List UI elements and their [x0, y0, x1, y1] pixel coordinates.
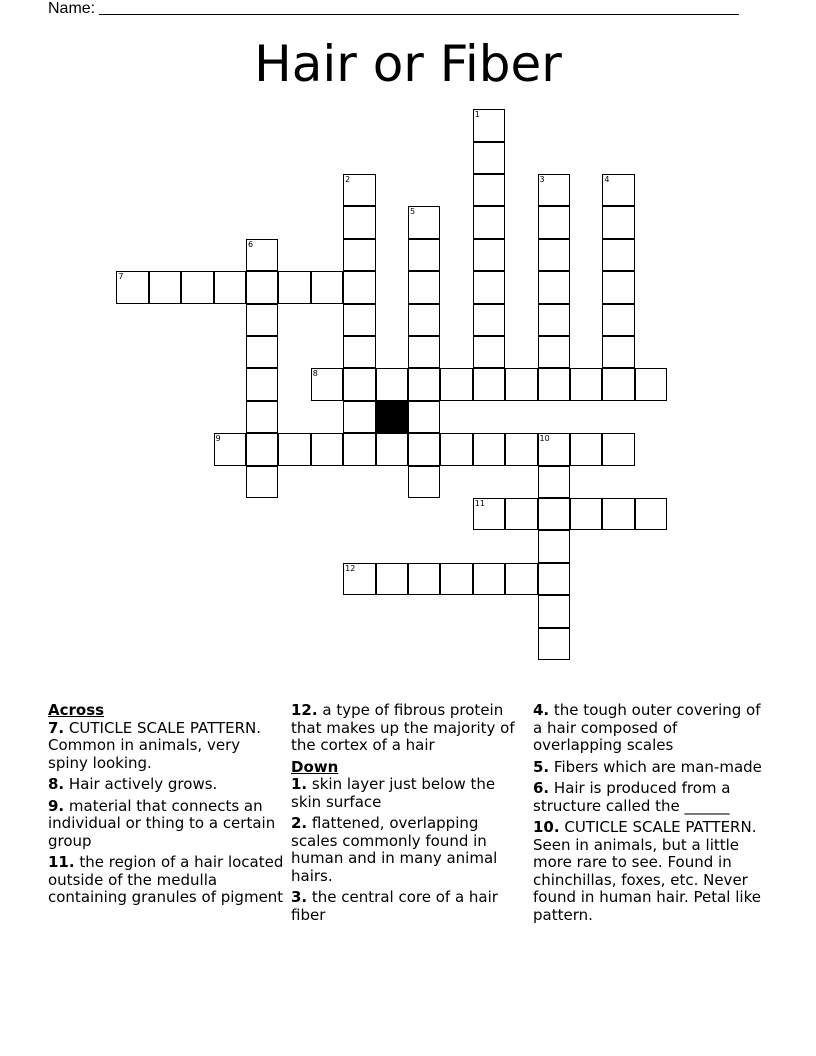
down-clue-5: [533, 759, 769, 777]
answer-cell[interactable]: [602, 271, 634, 303]
cell-number: 12: [345, 563, 356, 573]
answer-cell[interactable]: [473, 206, 505, 238]
answer-cell[interactable]: [408, 368, 440, 400]
down-clue-10: [533, 819, 769, 924]
across-clue-11: [48, 854, 284, 907]
down-clue-2: [291, 815, 527, 885]
clue-number: 10.: [533, 818, 560, 836]
answer-cell[interactable]: [538, 595, 570, 627]
answer-cell[interactable]: [376, 433, 408, 465]
answer-cell[interactable]: [408, 304, 440, 336]
answer-cell[interactable]: [538, 174, 570, 206]
answer-cell[interactable]: [343, 368, 375, 400]
clue-text: flattened, overlapping scales commonly found in human and in many animal hairs.: [291, 814, 498, 885]
answer-cell[interactable]: [408, 336, 440, 368]
answer-cell[interactable]: [538, 304, 570, 336]
answer-cell[interactable]: [246, 271, 278, 303]
clue-text: the tough outer covering of a hair composed of overlapping scales: [533, 701, 761, 754]
answer-cell[interactable]: [408, 433, 440, 465]
answer-cell[interactable]: [538, 530, 570, 562]
answer-cell[interactable]: [343, 206, 375, 238]
answer-cell[interactable]: [278, 271, 310, 303]
answer-cell[interactable]: [149, 271, 181, 303]
answer-cell[interactable]: [343, 271, 375, 303]
answer-cell[interactable]: [473, 433, 505, 465]
answer-cell[interactable]: [214, 433, 246, 465]
answer-cell[interactable]: [408, 401, 440, 433]
answer-cell[interactable]: [602, 206, 634, 238]
cell-number: 10: [539, 434, 550, 444]
clue-text: CUTICLE SCALE PATTERN. Seen in animals, but a little more rare to see. Found in chinchillas, foxes, etc. Never found in human hair. Petal like pattern.: [533, 818, 761, 924]
cell-number: 1: [474, 110, 480, 120]
answer-cell[interactable]: [602, 336, 634, 368]
cell-number: 4: [604, 175, 610, 185]
down-heading: Down: [291, 757, 339, 776]
answer-cell[interactable]: [538, 336, 570, 368]
clue-text: material that connects an individual or thing to a certain group: [48, 796, 276, 850]
answer-cell[interactable]: [408, 563, 440, 595]
answer-cell[interactable]: [635, 368, 667, 400]
clue-text: a type of fibrous protein that makes up the majority of the cortex of a hair: [291, 701, 515, 754]
answer-cell[interactable]: [473, 239, 505, 271]
answer-cell[interactable]: [505, 498, 537, 530]
clue-number: 5.: [533, 757, 550, 776]
cell-number: 5: [409, 207, 416, 217]
answer-cell[interactable]: [311, 271, 343, 303]
answer-cell[interactable]: [538, 433, 570, 465]
answer-cell[interactable]: [473, 109, 505, 141]
across-heading: Across: [48, 701, 105, 719]
answer-cell[interactable]: [473, 336, 505, 368]
cell-number: 2: [345, 175, 351, 185]
answer-cell[interactable]: [505, 433, 537, 465]
answer-cell[interactable]: [473, 174, 505, 206]
answer-cell[interactable]: [635, 498, 667, 530]
answer-cell[interactable]: [570, 433, 602, 465]
answer-cell[interactable]: [505, 368, 537, 400]
answer-cell[interactable]: [246, 466, 278, 498]
cell-number: 8: [312, 369, 318, 379]
answer-cell[interactable]: [246, 433, 278, 465]
answer-cell[interactable]: [538, 498, 570, 530]
across-clue-9: [48, 798, 284, 851]
answer-cell[interactable]: [343, 563, 375, 595]
answer-cell[interactable]: [473, 368, 505, 400]
answer-cell[interactable]: [473, 563, 505, 595]
clue-number: 1.: [291, 775, 308, 793]
cell-number: 3: [539, 175, 545, 185]
black-square: [376, 401, 408, 433]
answer-cell[interactable]: [570, 498, 602, 530]
answer-cell[interactable]: [343, 239, 375, 271]
across-clue-12: [291, 702, 527, 755]
clue-text: the region of a hair located outside of the medulla containing granules of pigment: [48, 853, 284, 906]
answer-cell[interactable]: [343, 336, 375, 368]
clue-text: Hair actively grows.: [68, 775, 218, 793]
clue-column-2: [291, 702, 527, 928]
answer-cell[interactable]: [246, 336, 278, 368]
answer-cell[interactable]: [311, 433, 343, 465]
clue-number: 9.: [48, 796, 65, 815]
answer-cell[interactable]: [602, 433, 634, 465]
answer-cell[interactable]: [473, 142, 505, 174]
clue-column-3: [533, 702, 769, 928]
answer-cell[interactable]: [538, 563, 570, 595]
cell-number: 11: [474, 499, 485, 509]
clue-number: 12.: [291, 701, 318, 719]
answer-cell[interactable]: [538, 466, 570, 498]
answer-cell[interactable]: [408, 271, 440, 303]
cell-number: 6: [247, 239, 254, 249]
answer-cell[interactable]: [602, 368, 634, 400]
answer-cell[interactable]: [181, 271, 213, 303]
cell-number: 9: [215, 434, 221, 444]
answer-cell[interactable]: [602, 239, 634, 271]
answer-cell[interactable]: [473, 498, 505, 530]
answer-cell[interactable]: [538, 271, 570, 303]
answer-cell[interactable]: [538, 628, 570, 660]
answer-cell[interactable]: [538, 368, 570, 400]
answer-cell[interactable]: [602, 498, 634, 530]
answer-cell[interactable]: [440, 433, 472, 465]
page-title: Hair or Fiber: [254, 35, 562, 93]
down-clue-1: [291, 776, 527, 811]
answer-cell[interactable]: [246, 401, 278, 433]
answer-cell[interactable]: [311, 368, 343, 400]
cell-number: 7: [118, 272, 124, 282]
answer-cell[interactable]: [343, 433, 375, 465]
answer-cell[interactable]: [214, 271, 246, 303]
answer-cell[interactable]: [278, 433, 310, 465]
clue-number: 6.: [533, 779, 550, 797]
answer-cell[interactable]: [376, 563, 408, 595]
clue-text: the central core of a hair fiber: [291, 888, 498, 924]
clue-text: skin layer just below the skin surface: [291, 775, 496, 811]
answer-cell[interactable]: [246, 368, 278, 400]
answer-cell[interactable]: [538, 206, 570, 238]
answer-cell[interactable]: [538, 239, 570, 271]
clue-number: 2.: [291, 814, 308, 832]
answer-cell[interactable]: [602, 174, 634, 206]
clue-text: Fibers which are man-made: [553, 757, 762, 776]
clue-number: 4.: [533, 701, 550, 719]
down-clue-6: [533, 780, 769, 815]
answer-cell[interactable]: [473, 271, 505, 303]
answer-cell[interactable]: [408, 239, 440, 271]
answer-cell[interactable]: [473, 304, 505, 336]
answer-cell[interactable]: [408, 466, 440, 498]
clue-number: 3.: [291, 888, 308, 906]
answer-cell[interactable]: [116, 271, 148, 303]
answer-cell[interactable]: [440, 563, 472, 595]
answer-cell[interactable]: [570, 368, 602, 400]
name-label: Name:: [48, 0, 96, 17]
answer-cell[interactable]: [246, 304, 278, 336]
answer-cell[interactable]: [408, 206, 440, 238]
clue-column-1: [48, 702, 284, 911]
clue-text: CUTICLE SCALE PATTERN. Common in animals, very spiny looking.: [48, 718, 262, 772]
clue-number: 7.: [48, 718, 65, 737]
answer-cell[interactable]: [440, 368, 472, 400]
down-clue-3: [291, 889, 527, 924]
answer-cell[interactable]: [246, 239, 278, 271]
across-clue-7: [48, 720, 284, 773]
clue-text: Hair is produced from a structure called the ______: [533, 779, 731, 815]
across-clue-8: [48, 776, 284, 794]
answer-cell[interactable]: [505, 563, 537, 595]
answer-cell[interactable]: [376, 368, 408, 400]
answer-cell[interactable]: [343, 174, 375, 206]
answer-cell[interactable]: [343, 401, 375, 433]
clue-number: 8.: [48, 775, 65, 793]
clue-number: 11.: [48, 853, 75, 871]
answer-cell[interactable]: [602, 304, 634, 336]
down-clue-4: [533, 702, 769, 755]
answer-cell[interactable]: [343, 304, 375, 336]
